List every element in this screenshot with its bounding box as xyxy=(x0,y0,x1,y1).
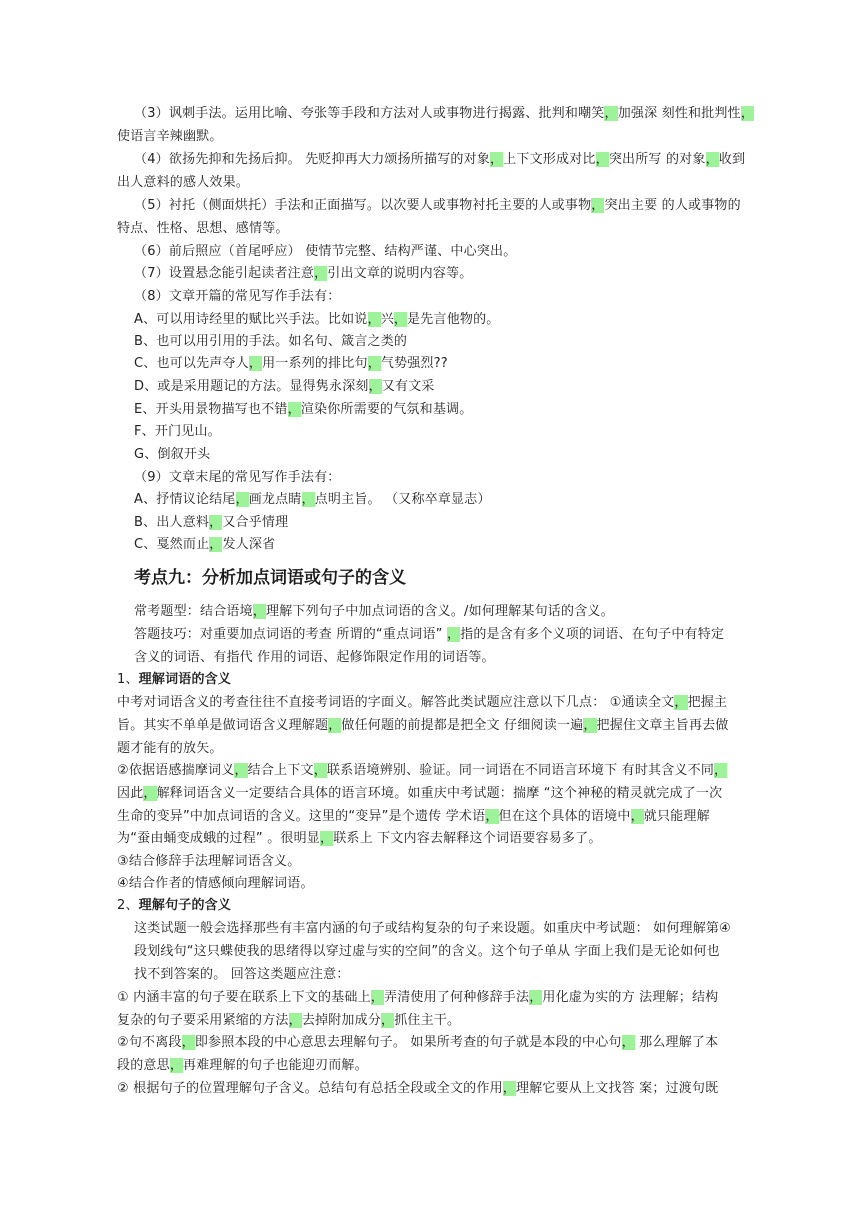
text-run: 用一系列的排比句 xyxy=(262,356,368,371)
text-run: ② 根据句子的位置理解句子含义。总结句有总括全段或全文的作用 xyxy=(117,1081,503,1096)
text-run: 去掉附加成分 xyxy=(301,1013,382,1028)
text-run: 段划线句“这只蝶使我的思绪得以穿过虚与实的空间”的含义。这个句子单从 字面上我们是无论如何也 xyxy=(134,944,720,959)
text-run: 又有文采 xyxy=(381,379,435,394)
text-line xyxy=(117,876,314,892)
text-line xyxy=(134,266,472,282)
text-line xyxy=(134,650,495,666)
text-run: 上下文形成对比 xyxy=(503,152,596,167)
text-run: 就只能理解 xyxy=(643,809,710,824)
highlighted-comma: ， xyxy=(529,990,543,1005)
highlighted-comma: ， xyxy=(490,152,504,167)
text-line xyxy=(134,244,516,260)
highlighted-comma: ， xyxy=(209,515,223,530)
text-line xyxy=(134,312,500,328)
text-line xyxy=(117,221,289,237)
text-run: 画龙点睛 xyxy=(248,492,302,507)
highlighted-comma: ， xyxy=(252,604,267,619)
text-line xyxy=(134,470,340,486)
text-run: 中考对词语含义的考查往往不直接考词语的字面义。解答此类试题应注意以下几点： ①通读全文 xyxy=(117,695,675,710)
highlighted-comma: ， xyxy=(181,1035,195,1050)
text-line xyxy=(117,1035,718,1051)
text-line xyxy=(117,831,602,847)
text-run: 是先言他物的。 xyxy=(407,312,500,327)
text-run: 但在这个具体的语境中 xyxy=(498,809,631,824)
text-run: 发人深省 xyxy=(222,537,276,552)
text-line xyxy=(134,424,221,440)
text-run: 收到 xyxy=(718,152,746,167)
highlighted-comma: ， xyxy=(248,356,263,371)
text-run: ②依据语感揣摩词义 xyxy=(117,763,235,778)
text-line xyxy=(117,695,727,711)
text-line xyxy=(134,537,275,553)
text-run: 抓住主干。 xyxy=(394,1013,461,1028)
highlighted-comma: ， xyxy=(591,198,605,213)
text-run: 点明主旨。 （又称卒章显志） xyxy=(314,492,491,507)
text-run: B、也可以用引用的手法。如名句、箴言之类的 xyxy=(134,334,408,349)
text-run: 联系上 下文内容去解释这个词语要容易多了。 xyxy=(333,831,602,846)
text-run: 特点、性格、思想、感情等。 xyxy=(117,221,289,236)
highlighted-comma: ， xyxy=(169,1058,184,1073)
highlighted-comma: ， xyxy=(367,312,381,327)
subheading-number: 2、 xyxy=(117,898,139,913)
text-line xyxy=(134,627,724,643)
text-run: 答题技巧：对重要加点词语的考查 所谓的“重点词语” xyxy=(134,627,447,642)
highlighted-comma: ， xyxy=(393,312,408,327)
highlighted-comma: ， xyxy=(367,356,381,371)
highlighted-comma: ， xyxy=(287,402,301,417)
text-run: F、开门见山。 xyxy=(134,424,221,439)
subheading-text: 理解词语的含义 xyxy=(138,672,232,687)
text-run: 弄清使用了何种修辞手法 xyxy=(384,990,530,1005)
text-line xyxy=(117,763,727,779)
highlighted-comma: ， xyxy=(630,809,644,824)
text-run: 再难理解的句子也能迎刃而解。 xyxy=(183,1058,368,1073)
text-line xyxy=(134,604,614,620)
text-run: A、可以用诗经里的赋比兴手法。比如说 xyxy=(134,312,368,327)
highlighted-comma: ， xyxy=(368,379,382,394)
text-line xyxy=(134,356,448,372)
text-run: 复杂的句子要采用紧缩的方法 xyxy=(117,1013,289,1028)
text-line xyxy=(117,1013,460,1029)
highlighted-comma: ， xyxy=(604,106,618,121)
text-line xyxy=(134,198,741,214)
text-run: 把握主 xyxy=(687,695,728,710)
text-line xyxy=(117,898,231,914)
text-run: 气势强烈?? xyxy=(380,356,448,371)
text-line xyxy=(134,447,210,463)
text-run: （9）文章末尾的常见写作手法有： xyxy=(134,470,341,485)
text-line xyxy=(134,289,340,305)
text-line xyxy=(134,921,731,937)
text-run: 题才能有的放矢。 xyxy=(117,741,223,756)
text-line xyxy=(117,1081,718,1097)
text-run: 即参照本段的中心意思去理解句子。 如果所考查的句子就是本段的中心句 xyxy=(194,1035,622,1050)
text-run: ②句不离段 xyxy=(117,1035,182,1050)
text-line xyxy=(117,175,249,191)
text-run: （3）讽刺手法。运用比喻、夸张等手段和方法对人或事物进行揭露、批判和嘲笑 xyxy=(134,106,605,121)
text-run: B、出人意料 xyxy=(134,515,210,530)
highlighted-comma: ， xyxy=(583,718,597,733)
section-heading: 考点九：分析加点词语或句子的含义 xyxy=(134,568,406,588)
text-line xyxy=(134,379,435,395)
text-run: 这类试题一般会选择那些有丰富内涵的句子或结构复杂的句子来设题。如重庆中考试题： 如何理解第④ xyxy=(134,921,731,936)
highlighted-comma: ， xyxy=(320,831,334,846)
text-run: A、抒情议论结尾 xyxy=(134,492,236,507)
text-line xyxy=(117,718,729,734)
highlighted-comma: ， xyxy=(714,763,728,778)
highlighted-comma: ， xyxy=(288,1013,302,1028)
text-run: 用化虚为实的方 法理解；结构 xyxy=(542,990,719,1005)
subheading-number: 1、 xyxy=(117,672,139,687)
highlighted-comma: ， xyxy=(143,786,157,801)
text-run: 旨。其实不单单是做词语含义理解题 xyxy=(117,718,329,733)
highlighted-comma: ， xyxy=(621,1035,635,1050)
text-run: （7）设置悬念能引起读者注意 xyxy=(134,266,315,281)
text-run: ③结合修辞手法理解词语含义。 xyxy=(117,854,301,869)
text-line xyxy=(117,129,223,145)
text-run: 解释词语含义一定要结合具体的语言环境。如重庆中考试题：揣摩 “这个神秘的精灵就完成了一次 xyxy=(156,786,723,801)
text-line xyxy=(117,854,300,870)
text-run: 引出文章的说明内容等。 xyxy=(327,266,473,281)
highlighted-comma: ， xyxy=(485,809,499,824)
highlighted-comma: ， xyxy=(705,152,719,167)
text-run: （8）文章开篇的常见写作手法有： xyxy=(134,289,341,304)
text-run: 指的是含有多个义项的词语、在句子中有特定 xyxy=(460,627,725,642)
text-run: 含义的词语、有指代 作用的词语、起修饰限定作用的词语等。 xyxy=(134,650,495,665)
text-run: ① 内涵丰富的句子要在联系上下文的基础上 xyxy=(117,990,371,1005)
text-run: 因此 xyxy=(117,786,144,801)
highlighted-comma: ， xyxy=(313,763,327,778)
text-run: C、戛然而止 xyxy=(134,537,210,552)
highlighted-comma: ， xyxy=(235,492,249,507)
highlighted-comma: ， xyxy=(674,695,688,710)
text-run: 理解它要从上文找答 案；过渡句既 xyxy=(516,1081,719,1096)
text-run: 出人意料的感人效果。 xyxy=(117,175,250,190)
text-run: 做任何题的前提都是把全文 仔细阅读一遍 xyxy=(341,718,584,733)
text-line xyxy=(134,402,472,418)
text-run: 加强深 刻性和批判性 xyxy=(617,106,741,121)
text-line xyxy=(134,515,288,531)
text-line xyxy=(117,741,223,757)
text-line xyxy=(117,990,718,1006)
highlighted-comma: ， xyxy=(234,763,248,778)
text-run: ④结合作者的情感倾向理解词语。 xyxy=(117,876,314,891)
text-run: 为“蚕由蛹变成蛾的过程” 。很明显 xyxy=(117,831,321,846)
text-run: 段的意思 xyxy=(117,1058,170,1073)
text-run: 突出所写 的对象 xyxy=(608,152,706,167)
text-run: （5）衬托（侧面烘托）手法和正面描写。以次要人或事物衬托主要的人或事物 xyxy=(134,198,592,213)
text-line xyxy=(134,492,491,508)
text-run: 又合乎情理 xyxy=(222,515,289,530)
text-run: E、开头用景物描写也不错 xyxy=(134,402,288,417)
text-run: C、也可以先声夺人 xyxy=(134,356,249,371)
text-run: （6）前后照应（首尾呼应） 使情节完整、结构严谨、中心突出。 xyxy=(134,244,517,259)
text-run: 理解下列句子中加点词语的含义。/如何理解某句话的含义。 xyxy=(266,604,614,619)
highlighted-comma: ， xyxy=(328,718,342,733)
text-run: 兴 xyxy=(380,312,394,327)
highlighted-comma: ， xyxy=(209,537,223,552)
text-run: 渲染你所需要的气氛和基调。 xyxy=(300,402,473,417)
text-run: （4）欲扬先抑和先扬后抑。 先贬抑再大力颂扬所描写的对象 xyxy=(134,152,491,167)
text-line xyxy=(134,944,720,960)
highlighted-comma: ， xyxy=(381,1013,395,1028)
text-run: 生命的变异”中加点词语的含义。这里的“变异”是个遗传 学术语 xyxy=(117,809,486,824)
text-line xyxy=(117,786,722,802)
text-line xyxy=(134,106,754,122)
highlighted-comma: ， xyxy=(595,152,609,167)
text-line xyxy=(117,809,710,825)
text-run: 使语言辛辣幽默。 xyxy=(117,129,223,144)
text-run: 把握住文章主旨再去做 xyxy=(596,718,729,733)
highlighted-comma: ， xyxy=(502,1081,516,1096)
highlighted-comma: ， xyxy=(301,492,315,507)
text-run: 常考题型：结合语境 xyxy=(134,604,253,619)
highlighted-comma: ， xyxy=(446,627,461,642)
highlighted-comma: ， xyxy=(370,990,384,1005)
text-run: 突出主要 的人或事物的 xyxy=(604,198,741,213)
text-run: 找不到答案的。 回答这类题应注意： xyxy=(134,967,350,982)
text-line xyxy=(134,967,350,983)
text-run: G、倒叙开头 xyxy=(134,447,211,462)
text-run: 联系语境辨别、验证。同一词语在不同语言环境下 有时其含义不同 xyxy=(326,763,715,778)
subheading-text: 理解句子的含义 xyxy=(138,898,232,913)
highlighted-comma: ， xyxy=(314,266,328,281)
text-line xyxy=(117,672,231,688)
text-run: D、或是采用题记的方法。显得隽永深刻 xyxy=(134,379,369,394)
highlighted-comma: ， xyxy=(740,106,755,121)
text-line xyxy=(134,334,407,350)
text-run: 结合上下文 xyxy=(247,763,314,778)
text-line xyxy=(117,1058,368,1074)
text-line xyxy=(134,152,745,168)
text-run: 那么理解了本 xyxy=(634,1035,719,1050)
